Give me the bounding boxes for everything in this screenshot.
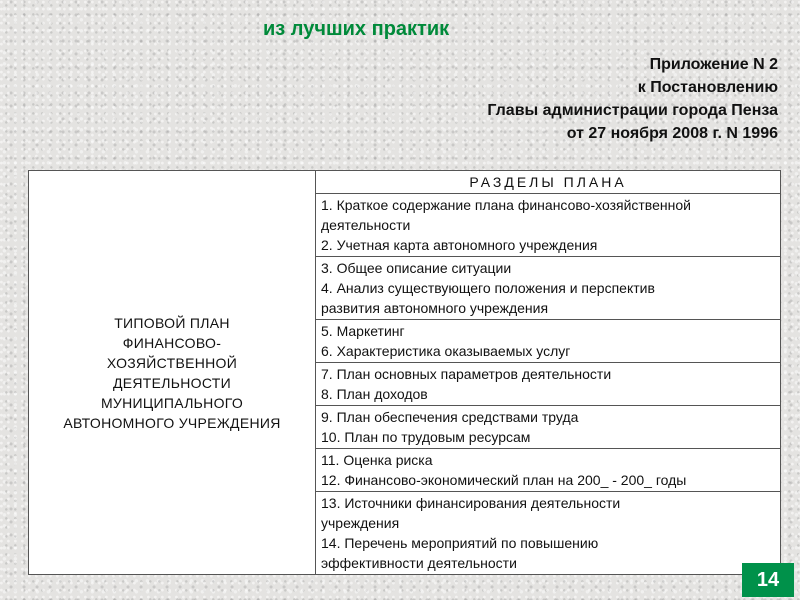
section-cell — [316, 320, 781, 363]
section-line: 9. План обеспечения средствами труда — [321, 409, 579, 425]
appendix-line: Приложение N 2 — [649, 56, 778, 73]
section-line: 13. Источники финансирования деятельности — [321, 495, 621, 511]
section-line: развития автономного учреждения — [321, 300, 549, 316]
section-line: 14. Перечень мероприятий по повышению — [321, 535, 599, 551]
section-cell — [316, 257, 781, 320]
section-line: 1. Краткое содержание плана финансово-хозяйственной — [321, 197, 691, 213]
section-cell — [316, 449, 781, 492]
section-line: 11. Оценка риска — [321, 452, 433, 468]
section-line: 6. Характеристика оказываемых услуг — [321, 343, 571, 359]
section-cell — [316, 194, 781, 257]
section-line: 3. Общее описание ситуации — [321, 260, 512, 276]
section-line: учреждения — [321, 515, 400, 531]
appendix-line: Главы администрации города Пенза — [487, 102, 778, 119]
section-cell — [316, 492, 781, 575]
appendix-line: от 27 ноября 2008 г. N 1996 — [566, 125, 778, 142]
section-line: 4. Анализ существующего положения и перспектив — [321, 280, 655, 296]
plan-title-line: АВТОНОМНОГО УЧРЕЖДЕНИЯ — [63, 414, 281, 431]
section-line: 12. Финансово-экономический план на 200_ - 200_ годы — [321, 472, 687, 488]
plan-title-line: ТИПОВОЙ ПЛАН — [114, 314, 230, 331]
section-line: 7. План основных параметров деятельности — [321, 366, 612, 382]
plan-title-line: МУНИЦИПАЛЬНОГО — [100, 394, 244, 411]
section-line: деятельности — [321, 217, 411, 233]
appendix-line: к Постановлению — [637, 79, 778, 96]
section-cell — [316, 363, 781, 406]
plan-title-line: ХОЗЯЙСТВЕННОЙ — [106, 354, 238, 371]
section-line: 5. Маркетинг — [321, 323, 405, 339]
plan-title-cell — [29, 171, 316, 575]
plan-title-line: ФИНАНСОВО- — [122, 334, 222, 351]
slide-heading: из лучших практик — [263, 18, 450, 40]
plan-sections-table — [28, 170, 781, 575]
section-line: 8. План доходов — [321, 386, 428, 402]
appendix-reference — [487, 53, 778, 145]
section-cell — [316, 406, 781, 449]
section-line: 10. План по трудовым ресурсам — [321, 429, 531, 445]
section-line: эффективности деятельности — [321, 555, 517, 571]
section-line: 2. Учетная карта автономного учреждения — [321, 237, 598, 253]
table-row — [29, 171, 781, 194]
plan-title-line: ДЕЯТЕЛЬНОСТИ — [112, 374, 232, 391]
sections-header: РАЗДЕЛЫ ПЛАНА — [316, 171, 781, 194]
page-number: 14 — [742, 563, 794, 597]
